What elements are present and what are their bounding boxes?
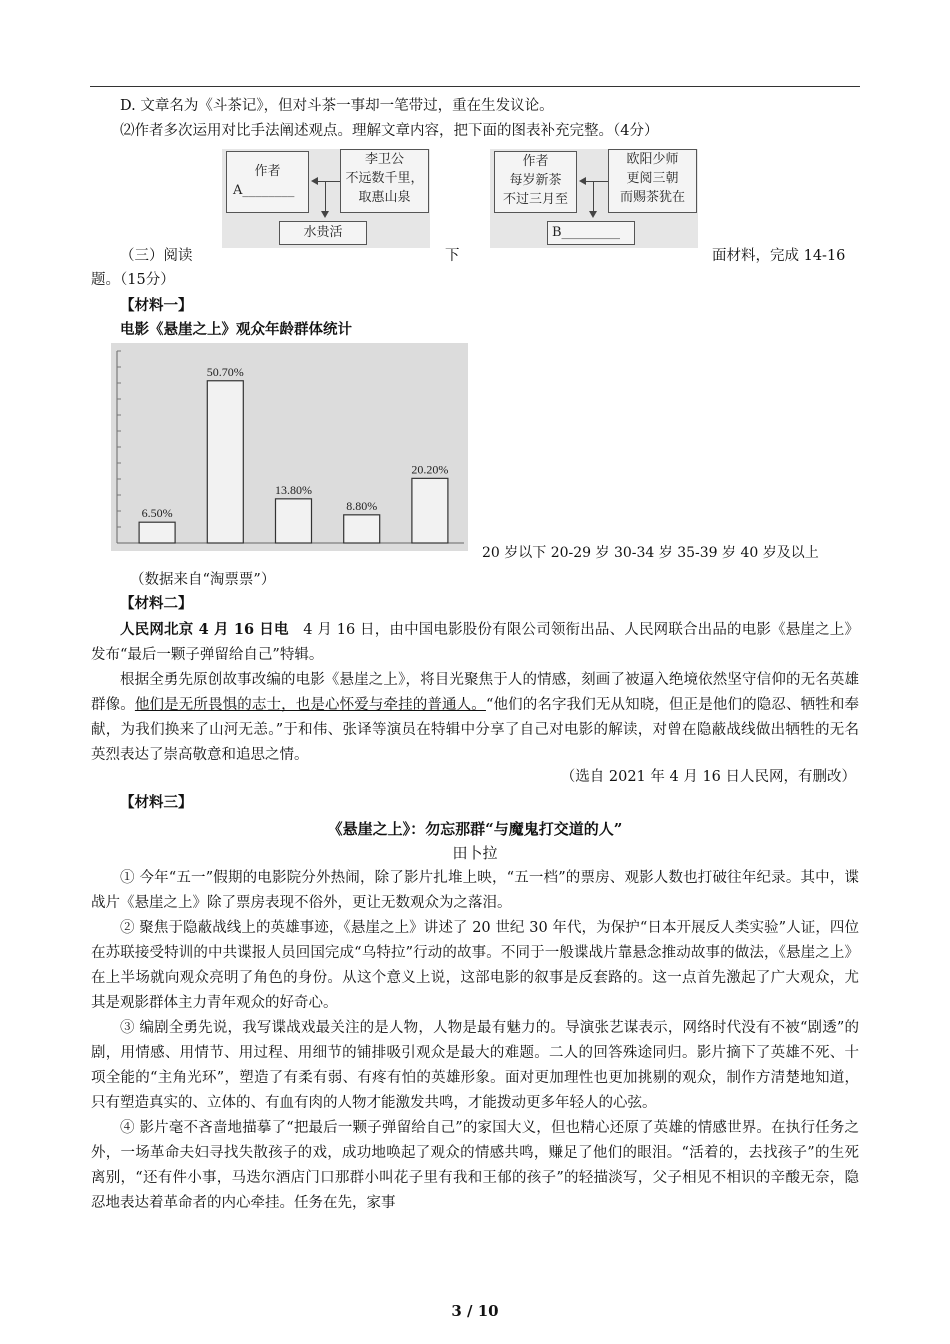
section3-part1: （三）阅读: [120, 248, 193, 264]
diagram-right-author-line3: 不过三月至: [502, 192, 568, 207]
diagram-left-li-line1: 李卫公: [364, 152, 404, 167]
section3-part2: 下: [445, 248, 460, 264]
diagram-left-water-box: 水贵活: [279, 221, 367, 245]
material2-lead: 人民网北京 4 月 16 日电: [120, 621, 289, 638]
material2-label: 【材料二】: [120, 595, 193, 612]
diagram-right-ouyang-box: [608, 149, 697, 213]
material2-source: （选自 2021 年 4 月 16 日人民网，有删改）: [560, 769, 856, 785]
data-source: （数据来自“淘票票”）: [130, 572, 276, 588]
material3-title: 《悬崖之上》：勿忘那群“与魔鬼打交道的人”: [327, 820, 623, 838]
diagram-left-arrowhead-down: [321, 211, 329, 218]
diagram-right-arrowhead-left: [579, 177, 586, 185]
diagram-left-author-box: [226, 151, 309, 213]
diagram-right-ouyang-line3: 而赐茶犹在: [619, 190, 685, 205]
diagram-left-li-line3: 取惠山泉: [358, 190, 411, 205]
age-group-chart-svg: [111, 343, 468, 551]
diagram-right-arrowhead-down: [589, 211, 597, 218]
material2-p2-a: 根据全勇先原创故事改编的电影《悬崖之上》，将目光聚焦于人的情感，刻画了被逼入绝境依然坚守信仰的无名英雄群像。: [91, 672, 859, 713]
diagram-right-author-line1: 作者: [522, 154, 549, 169]
section3-part3: 面材料，完成 14-16: [712, 248, 846, 264]
diagram-left-arrow-v: [325, 181, 326, 213]
question-2: ⑵作者多次运用对比手法阐述观点。理解文章内容，把下面的图表补充完整。（4分）: [120, 123, 659, 139]
diagram-left-li-line2: 不远数千里，: [345, 171, 424, 186]
material2-paragraph-2: [91, 668, 859, 768]
header-rule: [90, 86, 860, 87]
diagram-left: [222, 149, 430, 248]
chart-bar-label-5: 20.20%: [411, 462, 449, 477]
chart-bar-3: [276, 499, 312, 543]
chart-x-axis-labels: 20 岁以下 20-29 岁 30-34 岁 35-39 岁 40 岁及以上: [482, 545, 819, 561]
diagram-left-blank-a: A________: [233, 183, 295, 198]
diagram-right-blank-b: B_________: [547, 221, 635, 245]
page-number: 3 / 10: [451, 1302, 499, 1320]
diagram-right-ouyang-line2: 更阅三朝: [626, 171, 679, 186]
chart-bar-1: [139, 522, 175, 543]
diagram-left-li-box: [340, 149, 429, 213]
diagram-right-ouyang-line1: 欧阳少师: [626, 152, 679, 167]
diagram-right-arrow-v: [593, 181, 594, 213]
material3-paragraph-4: ④ 影片毫不吝啬地描摹了“把最后一颗子弹留给自己”的家国大义，但也精心还原了英雄的情感世界。在执行任务之外，一场革命夫妇寻找失散孩子的戏，成功地唤起了观众的情感共鸣，赚足了他们的眼泪。“活着的，去找孩子”的生死离别，“还有件小事，马迭尔酒店门口那群小叫花子里有我和王郁的孩子”的轻描淡写，父子相见不相识的辛酸无奈，隐忍地表达着革命者的内心牵挂。任务在先，家事: [91, 1120, 859, 1211]
age-group-chart: [111, 343, 468, 551]
material2-p2-b: “他们的名字我们无从知晓，但正是他们的隐忍、牺牲和奉献，为我们换来了山河无恙。”于和伟、张译等演员在特辑中分享了自己对电影的解读，对曾在隐蔽战线做出牺牲的无名英烈表达了崇高敬意和追思之情。: [91, 697, 860, 763]
diagram-right-arrow-h: [584, 181, 608, 182]
chart-bar-label-3: 13.80%: [275, 482, 312, 497]
material2-body: [91, 617, 859, 768]
section3-continued: 题。（15分）: [91, 272, 175, 288]
diagram-left-arrowhead-left: [311, 177, 318, 185]
material2-paragraph-1: [91, 617, 859, 668]
diagram-right-author-box: [494, 151, 577, 213]
chart-bar-label-4: 8.80%: [346, 498, 378, 513]
option-d: D. 文章名为《斗茶记》，但对斗茶一事却一笔带过，重在生发议论。: [120, 98, 554, 114]
material3-body: [91, 866, 859, 1216]
diagram-left-arrow-h: [316, 181, 340, 182]
diagram-right-author-line2: 每岁新茶: [509, 173, 562, 188]
material2-underlined-sentence: 他们是无所畏惧的志士，也是心怀爱与牵挂的普通人。: [134, 697, 486, 713]
material1-label: 【材料一】: [120, 297, 193, 314]
chart-bar-5: [412, 478, 448, 543]
chart-bar-2: [207, 381, 243, 543]
chart-bar-label-2: 50.70%: [206, 364, 244, 379]
material3-paragraph-1: ① 今年“五一”假期的电影院分外热闹，除了影片扎堆上映，“五一档”的票房、观影人数也打破往年纪录。其中，谍战片《悬崖之上》除了票房表现不俗外，更让无数观众为之落泪。: [91, 870, 859, 911]
material3-paragraph-2: ② 聚焦于隐蔽战线上的英雄事迹，《悬崖之上》讲述了 20 世纪 30 年代，为保护“日本开展反人类实验”人证，四位在苏联接受特训的中共谍报人员回国完成“乌特拉”行动的故事。不同于一般谍战片靠悬念推动故事的做法，《悬崖之上》在上半场就向观众亮明了角色的身份。从这个意义上说，这部电影的叙事是反套路的。这一点首先激起了广大观众，尤其是观影群体主力青年观众的好奇心。: [91, 920, 859, 1011]
chart-bar-4: [344, 515, 380, 543]
material2-p1-text: 4 月 16 日，由中国电影股份有限公司领衔出品、人民网联合出品的电影《悬崖之上》发布“最后一颗子弹留给自己”特辑。: [91, 622, 859, 663]
material3-label: 【材料三】: [120, 794, 193, 811]
material3-author: 田卜拉: [452, 844, 498, 862]
diagram-left-author-label: 作者: [254, 164, 281, 179]
material1-title: 电影《悬崖之上》观众年龄群体统计: [120, 321, 352, 338]
diagram-right: [490, 149, 698, 248]
material3-paragraph-3: ③ 编剧全勇先说，我写谍战戏最关注的是人物，人物是最有魅力的。导演张艺谋表示，网络时代没有不被“剧透”的剧，用情感、用情节、用过程、用细节的铺排吸引观众是最大的难题。二人的回答殊途同归。影片摘下了英雄不死、十项全能的“主角光环”，塑造了有柔有弱、有疼有怕的英雄形象。面对更加理性也更加挑剔的观众，制作方清楚地知道，只有塑造真实的、立体的、有血有肉的人物才能激发共鸣，才能拨动更多年轻人的心弦。: [91, 1020, 859, 1111]
chart-bar-label-1: 6.50%: [141, 506, 173, 521]
